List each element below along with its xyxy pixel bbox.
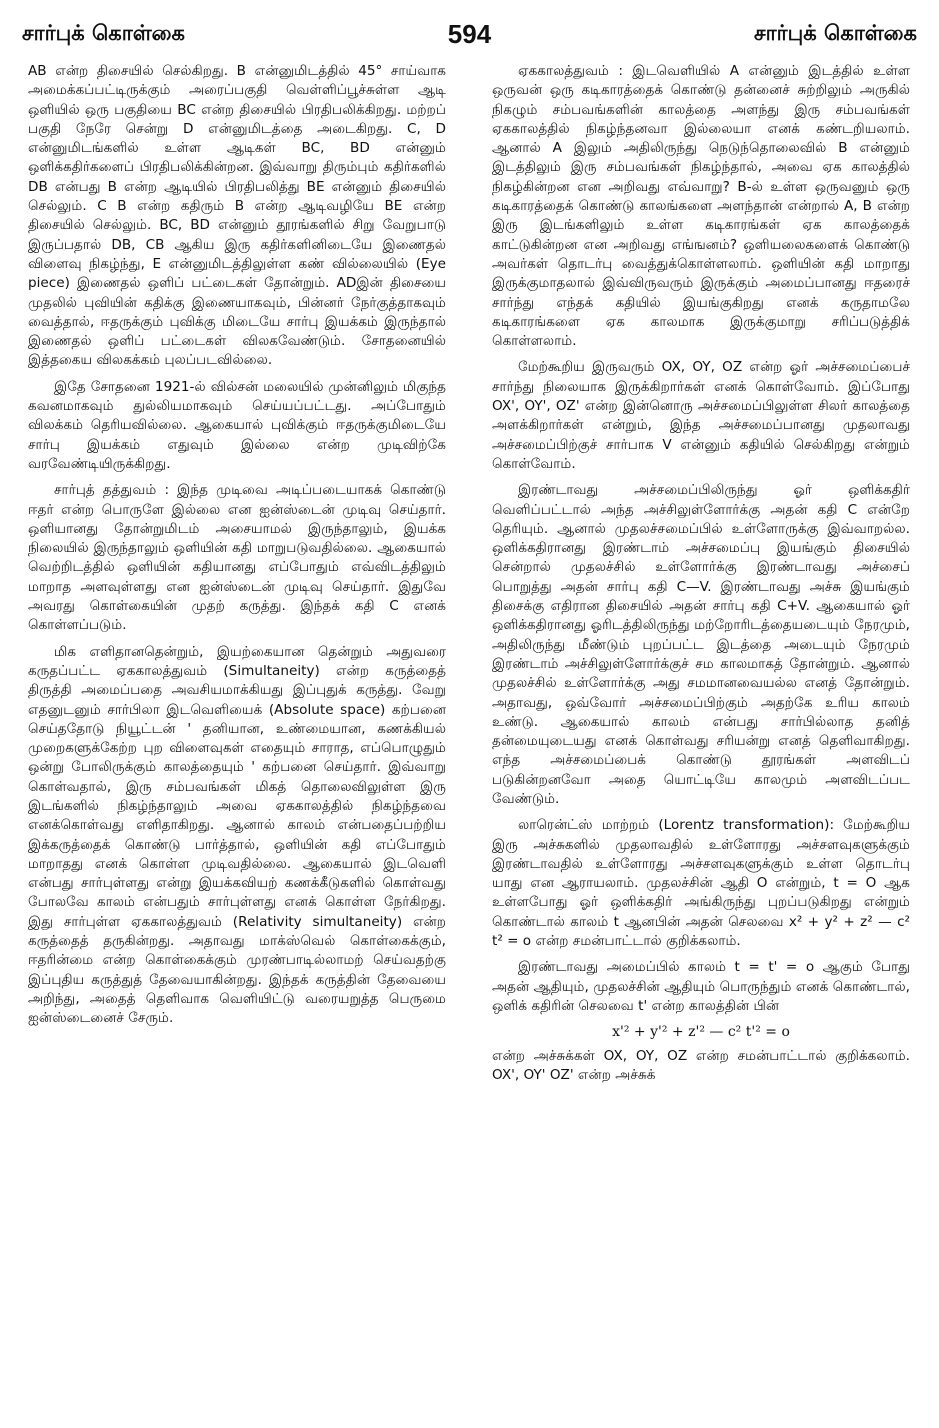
paragraph: மேற்கூறிய இருவரும் OX, OY, OZ என்ற ஓர் அச்சமைப்பைச் சார்ந்து நிலையாக இருக்கிறார்கள் எனக் கொள்வோம். இப்போது OX', OY', OZ' என்ற இன்னொரு அச்சமைப்பிலுள்ள சிலர் காலத்தை அளக்கிறார்கள் என்றும், இந்த அச்சமைப்பானது முதலாவது அச்சமைப்பிற்குச் சார்பாக V என்னும் கதியில் செல்கிறது என்றும் கொள்வோம். [492, 359, 910, 472]
paragraph: என்ற அச்சுக்கள் OX, OY, OZ என்ற சமன்பாட்டால் குறிக்கலாம். OX', OY' OZ' என்ற அச்சுக் [492, 1047, 910, 1083]
paragraph: AB என்ற திசையில் செல்கிறது. B என்னுமிடத்தில் 45° சாய்வாக அமைக்கப்பட்டிருக்கும் அரைப்பகுதி வெள்ளிப்பூச்சுள்ள ஆடி ஒளியில் ஒரு பகுதியை BC என்ற திசையில் பிரதிபலிக்கிறது. மற்றப் பகுதி நேரே சென்று D என்னுமிடத்தை அடைகிறது. C, D என்னுமிடங்களில் உள்ள ஆடிகள் BC, BD என்னும் ஒளிக்கதிர்களைப் பிரதிபலிக்கின்றன. இவ்வாறு திரும்பும் கதிர்களில் DB என்பது B என்ற ஆடியில் பிரதிபலித்து BE என்னும் திசையில் செல்லும். C B என்ற கதிரும் B என்ற ஆடிவழியே BE என்ற திசையில் செல்லும். BC, BD என்னும் தூரங்களில் சிறு வேறுபாடு இருப்பதால் DB, CB ஆகிய இரு கதிர்களினிடையே இணைதல் விளைவு நிகழ்ந்து, E என்னுமிடத்திலுள்ள கண் வில்லையில் (Eye piece) இணைதல் ஒளிப் பட்டைகள் தோன்றும். ADஇன் திசையை முதலில் புவியின் கதிக்கு இணையாகவும், பின்னர் நேர்குத்தாகவும் வைத்தால், ஈதருக்கும் புவிக்கு மிடையே சார்பு இயக்கம் இருந்தால் இணைதல் ஒளிப் பட்டைகள் விலகவேண்டும். சோதனையில் இத்தகைய விலகக்கம் புலப்படவில்லை. [28, 63, 446, 369]
paragraph: இரண்டாவது அமைப்பில் காலம் t = t' = o ஆகும் போது அதன் ஆதியும், முதலச்சின் ஆதியும் பொருந்தும் எனக் கொண்டால், ஒளிக் கதிரின் செலவை t' என்ற காலத்தின் பின் [492, 959, 910, 1014]
paragraph: இரண்டாவது அச்சமைப்பிலிருந்து ஓர் ஒளிக்கதிர் வெளிப்பட்டால் அந்த அச்சிலுள்ளோர்க்கு அதன் கதி C என்றே தெரியும். ஆனால் முதலச்சமைப்பில் உள்ளோருக்கு இவ்வாறல்ல. ஒளிக்கதிரானது இரண்டாம் அச்சமைப்பு இயங்கும் திசையில் சென்றால் முதலச்சில் உள்ளோர்க்கு இரண்டாவது அச்சைப் பொறுத்து அதன் சார்பு கதி C—V. இரண்டாவது அச்சு இயங்கும் திசைக்கு எதிரான திசையில் அதன் சார்பு கதி C+V. ஆகையால் ஓர் ஒளிக்கதிரானது ஓரிடத்திலிருந்து மற்றோரிடத்தையடையும் நேரமும், அதிலிருந்து மீண்டும் புறப்பட்ட இடத்தை அடையும் நேரமும் இரண்டாம் அச்சிலுள்ளோர்க்குச் சம காலமாகத் தோன்றும். ஆனால் முதலச்சில் உள்ளோர்க்கு அது சமமானவையல்ல எனத் தோன்றும். அதாவது, ஒவ்வோர் அச்சமைப்பிற்கும் அதற்கே உரிய காலம் உண்டு. ஆகையால் காலம் என்பது சார்பில்லாத தனித் தன்மையுடையது எனக் கொள்வது சரியன்று எனத் தெளிவாகிறது. எந்த அச்சமைப்பைக் கொண்டு தூரங்கள் அளவிடப் படுகின்றனவோ அதை யொட்டியே காலமும் அளவிடப்பட வேண்டும். [492, 482, 910, 807]
right-column [492, 62, 910, 1092]
paragraph: ஏககாலத்துவம் : இடவெளியில் A என்னும் இடத்தில் உள்ள ஒருவன் ஒரு கடிகாரத்தைக் கொண்டு தன்னைச் சுற்றிலும் அருகில் நிகழும் சம்பவங்களின் காலத்தை அளந்து இரு சம்பவங்கள் ஏககாலத்தில் நிகழ்ந்தனவா இல்லையா எனக் கண்டறியலாம். ஆனால் A இலும் அதிலிருந்து நெடுந்தொலைவில் B என்னும் இடத்திலும் இரு சம்பவங்கள் நிகழ்ந்தால், அவை ஏக காலத்தில் நிகழ்கின்றன என அறிவது எவ்வாறு? B-ல் உள்ள ஒருவனும் ஒரு கடிகாரத்தைக் கொண்டு காலங்களை அளந்தான் என்றால் A, B என்ற இரு இடங்களிலும் உள்ள கடிகாரங்கள் ஏக காலத்தைக் காட்டுகின்றன என அறிவது எங்ஙனம்? ஒளியலைகளைக் கொண்டு அவர்கள் தொடர்பு வைத்துக்கொள்ளலாம். ஒளியின் கதி மாறாது இருக்குமாதலால் இவ்விருவரும் இருக்கும் அமைப்பானது ஈதரைச் சார்ந்து எந்தக் கதியில் இயங்குகிறது எனக் கருதாமலே கடிகாரங்களை ஏக காலமாக இருக்குமாறு சரிப்படுத்திக் கொள்ளலாம். [492, 63, 910, 350]
running-title-left: சார்புக் கொள்கை [22, 20, 185, 45]
left-column [28, 62, 446, 1036]
page-header [22, 14, 917, 54]
paragraph: சார்புத் தத்துவம் : இந்த முடிவை அடிப்படையாகக் கொண்டு ஈதர் என்ற பொருளே இல்லை என ஐன்ஸ்டைன் முடிவு செய்தார். ஒளியானது தோன்றுமிடம் அசையாமல் இருந்தாலும், இயக்க நிலையில் இருந்தாலும் ஒளியின் கதி மாறுபடுவதில்லை. ஆகையால் வெற்றிடத்தில் ஒளியின் கதியானது எப்போதும் எவ்விடத்திலும் மாறாத அளவுள்ளது என ஐன்ஸ்டைன் முடிவு செய்தார். இதுவே அவரது கொள்கையின் முதற் கருத்து. இந்தக் கதி C எனக் கொள்ளப்படும். [28, 482, 446, 634]
paragraph: மிக எளிதானதென்றும், இயற்கையான தென்றும் அதுவரை கருதப்பட்ட ஏககாலத்துவம் (Simultaneity) என்ற கருத்தைத் திருத்தி அமைப்பதை அவசியமாக்கியது இப்புதுக் கருத்து. வேறு எதனுடனும் சார்பிலா இடவெளியைக் (Absolute space) கற்பனை செய்ததோடு நியூட்டன் ' தனியான, உண்மையான, கணக்கியல் முறைகளுக்கேற்ற புற விளைவுகள் எதையும் சாராத, எப்பொழுதும் ஒன்று போலிருக்கும் காலத்தையும் ' கற்பனை செய்தார். இவ்வாறு கொள்வதால், இரு சம்பவங்கள் மிகத் தொலைவிலுள்ள இரு இடங்களில் நிகழ்ந்தாலும் அவை ஏககாலத்தில் நிகழ்ந்தவை எனக்கொள்வது எளிதாகிறது. ஆனால் காலம் என்பதைப்பற்றிய இக்கருத்தைக் கொண்டு பார்த்தால், ஒளியின் கதி எப்போதும் மாறாதது எனக் கொள்ள முடிவதில்லை. ஆகையால் இடவெளி என்பது சார்புள்ளது என்று இயக்கவியற் கணக்கீடுகளில் கொள்வது போலவே காலம் என்பதும் சார்புள்ளது எனக் கொள்ள நேர்கிறது. இது சார்புள்ள ஏககாலத்துவம் (Relativity simultaneity) என்ற கருத்தைத் தருகின்றது. அதாவது மாக்ஸ்வெல் கொள்கைக்கும், ஈதரின்மை என்ற கொள்கைக்கும் முரண்பாடில்லாமற் செய்வதற்கு இப்புதிய கருத்துத் தேவையாகின்றது. இந்தக் கருத்தின் தேவையை அறிந்து, அதைத் தெளிவாக வெளியிட்டு வரையறுத்த பெருமை ஐன்ஸ்டைனைச் சேரும். [28, 643, 446, 1027]
running-title-right: சார்புக் கொள்கை [754, 20, 917, 45]
paragraph: லாரென்ட்ஸ் மாற்றம் (Lorentz transformation): மேற்கூறிய இரு அச்சுகளில் முதலாவதில் உள்ளோரது அச்சளவுகளுக்கும் இரண்டாவதில் உள்ளோரது அச்சளவுகளுக்கும் உள்ள தொடர்பு யாது என ஆராயலாம். முதலச்சின் ஆதி O என்றும், t = O ஆக உள்ளபோது ஓர் ஒளிக்கதிர் அங்கிருந்து புறப்படுகிறது என்றும் கொண்டால் காலம் t ஆனபின் அதன் செலவை x² + y² + z² — c² t² = o என்ற சமன்பாட்டால் குறிக்கலாம். [492, 817, 910, 950]
equation: x'² + y'² + z'² — c² t'² = o [612, 1024, 790, 1041]
page-number: 594 [447, 18, 492, 49]
paragraph: இதே சோதனை 1921-ல் வில்சன் மலையில் முன்னிலும் மிகுந்த கவனமாகவும் துல்லியமாகவும் செய்யப்பட்டது. அப்போதும் விலக்கம் தெரியவில்லை. ஆகையால் புவிக்கும் ஈதருக்குமிடையே சார்பு இயக்கம் எதுவும் இல்லை என்ற முடிவிற்கே வரவேண்டியிருக்கிறது. [28, 378, 446, 472]
